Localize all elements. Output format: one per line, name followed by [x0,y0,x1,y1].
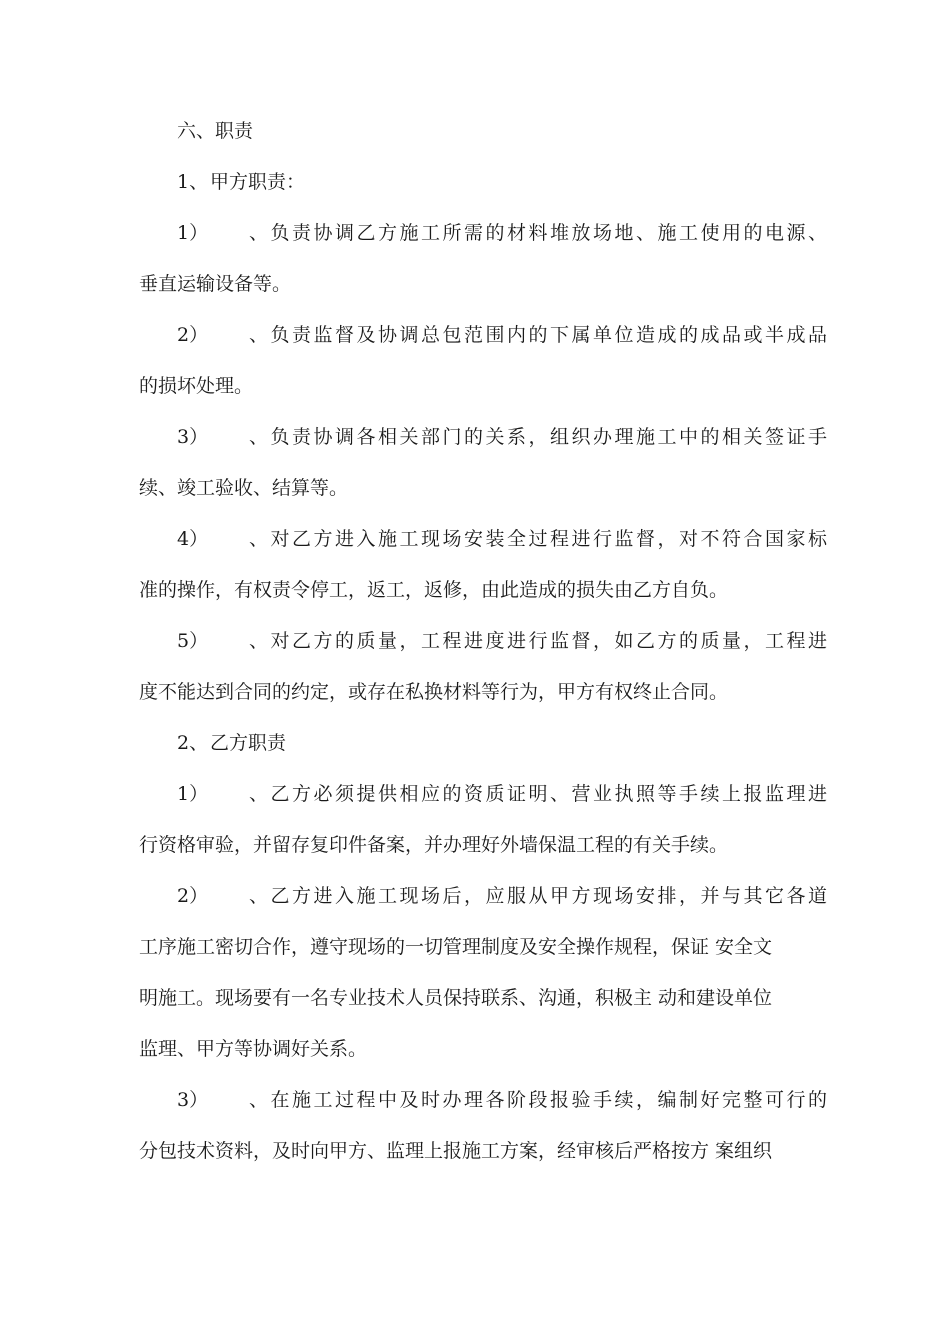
clause-line [139,514,827,565]
clause-line [139,616,827,667]
section-title: 甲方职责： [210,171,306,193]
section-1-title [139,157,827,208]
clause-number: 3） [177,1089,209,1111]
clause-continuation: 准的操作，有权责令停工，返工，返修，由此造成的损失由乙方自负。 [139,579,729,601]
clause-number: 3） [177,426,209,448]
clause-line [139,208,827,259]
clause-text: 、负责协调各相关部门的关系，组织办理施工中的相关签证手 [249,426,827,448]
clause-number: 4） [177,528,209,550]
clause-text: 、乙方进入施工现场后，应服从甲方现场安排，并与其它各道 [249,885,827,907]
section-title: 乙方职责 [210,732,287,754]
clause-continuation: 的损坏处理。 [139,375,254,397]
clause-text: 、对乙方进入施工现场安装全过程进行监督，对不符合国家标 [249,528,827,550]
clause-continuation: 明施工。现场要有一名专业技术人员保持联系、沟通，积极主 动和建设单位 [139,987,773,1009]
clause-continuation: 度不能达到合同的约定，或存在私换材料等行为，甲方有权终止合同。 [139,681,729,703]
clause-continuation: 分包技术资料，及时向甲方、监理上报施工方案，经审核后严格按方 案组织 [139,1140,773,1162]
clause-number: 1） [177,783,209,805]
clause-line [139,412,827,463]
clause-line [139,310,827,361]
section-number: 1、 [177,171,209,193]
clause-text: 、乙方必须提供相应的资质证明、营业执照等手续上报监理进 [249,783,827,805]
clause-continuation: 垂直运输设备等。 [139,273,292,295]
section-2-title [139,718,827,769]
clause-number: 2） [177,324,209,346]
clause-number: 5） [177,630,209,652]
section-heading [139,106,827,157]
clause-text: 、负责监督及协调总包范围内的下属单位造成的成品或半成品 [249,324,827,346]
clause-line [139,769,827,820]
document-body [139,106,827,1177]
clause-line [139,871,827,922]
clause-number: 2） [177,885,209,907]
clause-text: 、在施工过程中及时办理各阶段报验手续，编制好完整可行的 [249,1089,827,1111]
clause-continuation: 行资格审验，并留存复印件备案，并办理好外墙保温工程的有关手续。 [139,834,729,856]
clause-text: 、对乙方的质量，工程进度进行监督，如乙方的质量，工程进 [249,630,827,652]
section-number: 2、 [177,732,209,754]
clause-number: 1） [177,222,209,244]
clause-continuation: 监理、甲方等协调好关系。 [139,1038,368,1060]
clause-line [139,1075,827,1126]
clause-continuation: 工序施工密切合作，遵守现场的一切管理制度及安全操作规程，保证 安全文 [139,936,773,958]
clause-text: 、负责协调乙方施工所需的材料堆放场地、施工使用的电源、 [249,222,827,244]
clause-continuation: 续、竣工验收、结算等。 [139,477,349,499]
heading-text: 六、职责 [177,120,254,142]
